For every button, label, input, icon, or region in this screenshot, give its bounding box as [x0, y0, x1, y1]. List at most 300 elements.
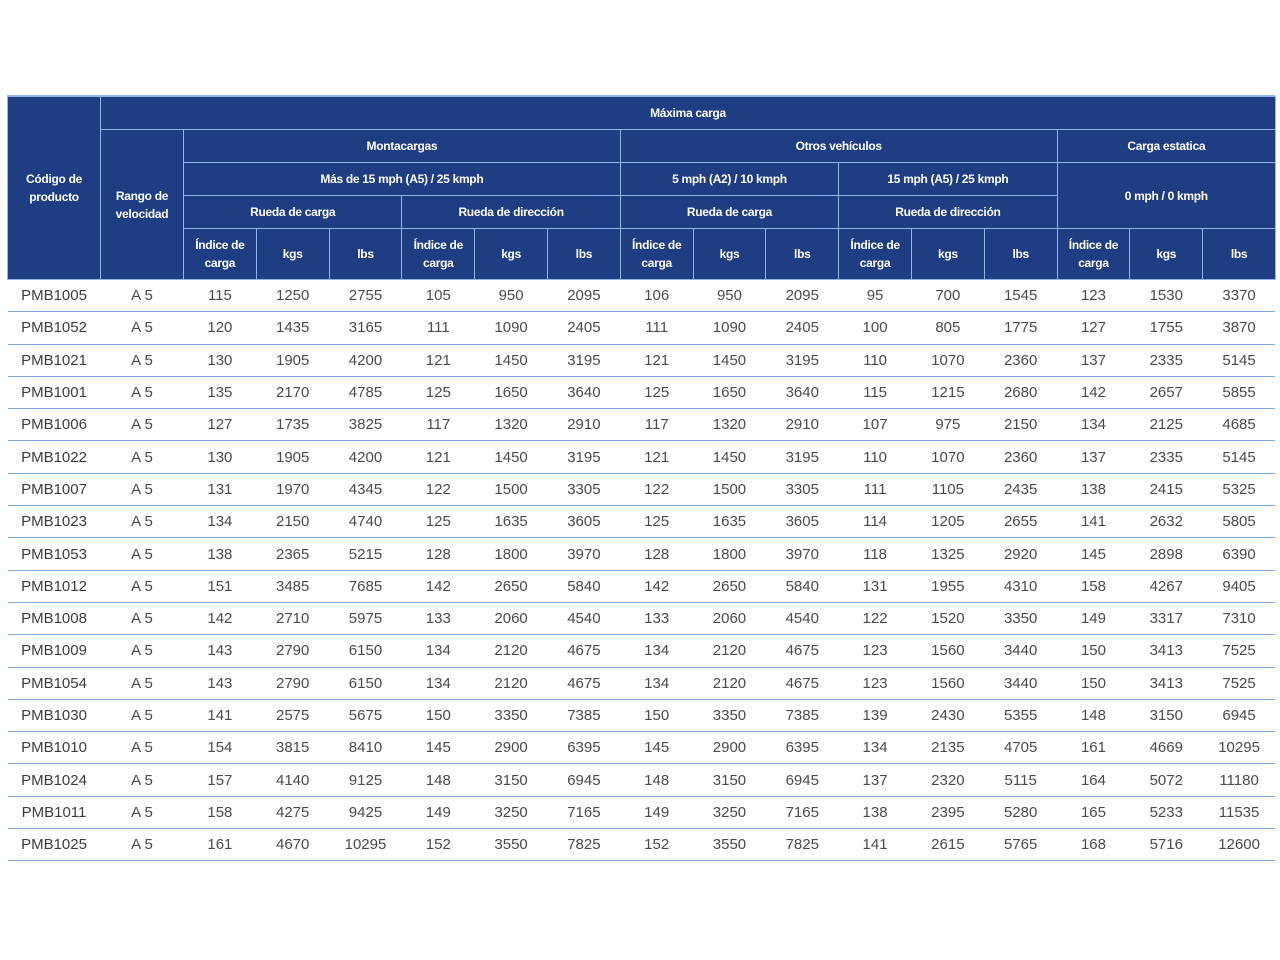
table-cell: 2150	[256, 506, 329, 538]
header-rueda-carga-1: Rueda de carga	[184, 196, 402, 229]
product-code-cell: PMB1021	[8, 344, 101, 376]
speed-range-cell: A 5	[101, 602, 184, 634]
table-cell: 2900	[693, 732, 766, 764]
table-cell: 4200	[329, 344, 402, 376]
product-code-cell: PMB1054	[8, 667, 101, 699]
table-cell: 7825	[547, 829, 620, 861]
table-cell: 152	[402, 829, 475, 861]
table-cell: 122	[620, 473, 693, 505]
table-cell: 131	[184, 473, 257, 505]
table-cell: 1970	[256, 473, 329, 505]
table-cell: 114	[839, 506, 912, 538]
table-cell: 7525	[1203, 635, 1276, 667]
table-cell: 4200	[329, 441, 402, 473]
table-cell: 2657	[1130, 376, 1203, 408]
table-cell: 9405	[1203, 570, 1276, 602]
header-indice-3: Índice de carga	[620, 229, 693, 280]
table-cell: 6945	[1203, 699, 1276, 731]
table-cell: 2790	[256, 667, 329, 699]
table-cell: 1905	[256, 441, 329, 473]
table-cell: 6395	[547, 732, 620, 764]
table-cell: 105	[402, 280, 475, 312]
header-kgs-5: kgs	[1130, 229, 1203, 280]
table-cell: 150	[1057, 635, 1130, 667]
table-cell: 4540	[766, 602, 839, 634]
load-capacity-table	[7, 96, 1276, 861]
table-cell: 1450	[693, 441, 766, 473]
table-cell: 4675	[766, 667, 839, 699]
table-cell: 1775	[984, 312, 1057, 344]
header-carga-estatica: Carga estatica	[1057, 130, 1275, 163]
table-cell: 10295	[329, 829, 402, 861]
table-row	[8, 829, 1276, 861]
table-cell: 2755	[329, 280, 402, 312]
table-cell: 128	[402, 538, 475, 570]
table-cell: 127	[1057, 312, 1130, 344]
table-cell: 3250	[475, 796, 548, 828]
table-cell: 2650	[475, 570, 548, 602]
table-cell: 2900	[475, 732, 548, 764]
product-code-cell: PMB1022	[8, 441, 101, 473]
table-cell: 1650	[693, 376, 766, 408]
table-row	[8, 376, 1276, 408]
table-row	[8, 732, 1276, 764]
table-cell: 975	[911, 409, 984, 441]
table-cell: 4540	[547, 602, 620, 634]
table-cell: 2790	[256, 635, 329, 667]
speed-range-cell: A 5	[101, 764, 184, 796]
table-cell: 131	[839, 570, 912, 602]
table-cell: 5072	[1130, 764, 1203, 796]
table-cell: 7525	[1203, 667, 1276, 699]
product-code-cell: PMB1001	[8, 376, 101, 408]
header-lbs-4: lbs	[984, 229, 1057, 280]
product-code-cell: PMB1010	[8, 732, 101, 764]
table-cell: 142	[1057, 376, 1130, 408]
table-cell: 1650	[475, 376, 548, 408]
table-cell: 5840	[766, 570, 839, 602]
table-cell: 134	[1057, 409, 1130, 441]
table-cell: 3195	[766, 441, 839, 473]
header-kgs-2: kgs	[475, 229, 548, 280]
table-cell: 145	[1057, 538, 1130, 570]
product-code-cell: PMB1006	[8, 409, 101, 441]
table-cell: 168	[1057, 829, 1130, 861]
table-cell: 2060	[475, 602, 548, 634]
table-cell: 5115	[984, 764, 1057, 796]
header-otros-vehiculos: Otros vehículos	[620, 130, 1057, 163]
table-cell: 2575	[256, 699, 329, 731]
table-cell: 2680	[984, 376, 1057, 408]
speed-range-cell: A 5	[101, 570, 184, 602]
table-cell: 2095	[766, 280, 839, 312]
table-cell: 7165	[766, 796, 839, 828]
table-cell: 5765	[984, 829, 1057, 861]
table-cell: 3870	[1203, 312, 1276, 344]
header-kgs-4: kgs	[911, 229, 984, 280]
table-row	[8, 699, 1276, 731]
table-cell: 3150	[693, 764, 766, 796]
table-cell: 121	[402, 344, 475, 376]
speed-range-cell: A 5	[101, 538, 184, 570]
table-cell: 1450	[475, 441, 548, 473]
table-cell: 137	[1057, 344, 1130, 376]
table-cell: 4275	[256, 796, 329, 828]
table-header	[8, 97, 1276, 280]
table-cell: 5675	[329, 699, 402, 731]
load-table-container	[7, 96, 1275, 861]
table-cell: 3305	[766, 473, 839, 505]
table-cell: 145	[402, 732, 475, 764]
table-cell: 134	[184, 506, 257, 538]
table-cell: 4675	[547, 667, 620, 699]
speed-range-cell: A 5	[101, 312, 184, 344]
table-cell: 3350	[475, 699, 548, 731]
table-cell: 141	[184, 699, 257, 731]
table-cell: 143	[184, 667, 257, 699]
table-cell: 2655	[984, 506, 1057, 538]
table-cell: 2335	[1130, 344, 1203, 376]
product-code-cell: PMB1052	[8, 312, 101, 344]
table-cell: 158	[1057, 570, 1130, 602]
header-rueda-direccion-2: Rueda de dirección	[839, 196, 1057, 229]
table-row	[8, 312, 1276, 344]
table-cell: 110	[839, 344, 912, 376]
product-code-cell: PMB1009	[8, 635, 101, 667]
table-cell: 127	[184, 409, 257, 441]
table-cell: 5975	[329, 602, 402, 634]
table-row	[8, 570, 1276, 602]
table-cell: 1090	[693, 312, 766, 344]
product-code-cell: PMB1011	[8, 796, 101, 828]
table-cell: 150	[620, 699, 693, 731]
table-cell: 149	[402, 796, 475, 828]
table-cell: 3165	[329, 312, 402, 344]
table-row	[8, 796, 1276, 828]
table-cell: 134	[402, 635, 475, 667]
table-cell: 158	[184, 796, 257, 828]
table-cell: 11180	[1203, 764, 1276, 796]
table-cell: 2435	[984, 473, 1057, 505]
table-cell: 2710	[256, 602, 329, 634]
table-cell: 6390	[1203, 538, 1276, 570]
table-cell: 107	[839, 409, 912, 441]
table-cell: 165	[1057, 796, 1130, 828]
table-cell: 3550	[475, 829, 548, 861]
table-cell: 4675	[766, 635, 839, 667]
speed-range-cell: A 5	[101, 280, 184, 312]
table-cell: 150	[402, 699, 475, 731]
product-code-cell: PMB1023	[8, 506, 101, 538]
table-cell: 5805	[1203, 506, 1276, 538]
table-row	[8, 538, 1276, 570]
header-montacargas: Montacargas	[184, 130, 621, 163]
table-cell: 5840	[547, 570, 620, 602]
table-cell: 2632	[1130, 506, 1203, 538]
table-cell: 12600	[1203, 829, 1276, 861]
table-cell: 133	[620, 602, 693, 634]
table-cell: 138	[1057, 473, 1130, 505]
speed-range-cell: A 5	[101, 441, 184, 473]
table-cell: 122	[839, 602, 912, 634]
header-15-mph: 15 mph (A5) / 25 kmph	[839, 163, 1057, 196]
table-cell: 3413	[1130, 635, 1203, 667]
table-cell: 141	[839, 829, 912, 861]
table-cell: 1500	[693, 473, 766, 505]
table-cell: 2650	[693, 570, 766, 602]
table-cell: 1500	[475, 473, 548, 505]
table-cell: 111	[402, 312, 475, 344]
table-cell: 137	[1057, 441, 1130, 473]
table-cell: 143	[184, 635, 257, 667]
table-row	[8, 602, 1276, 634]
table-cell: 1215	[911, 376, 984, 408]
table-cell: 4267	[1130, 570, 1203, 602]
table-cell: 157	[184, 764, 257, 796]
table-cell: 950	[693, 280, 766, 312]
table-cell: 117	[402, 409, 475, 441]
table-cell: 3825	[329, 409, 402, 441]
table-cell: 2415	[1130, 473, 1203, 505]
table-cell: 164	[1057, 764, 1130, 796]
table-cell: 154	[184, 732, 257, 764]
table-row	[8, 280, 1276, 312]
table-cell: 148	[402, 764, 475, 796]
table-cell: 2150	[984, 409, 1057, 441]
table-cell: 3550	[693, 829, 766, 861]
product-code-cell: PMB1053	[8, 538, 101, 570]
table-cell: 2898	[1130, 538, 1203, 570]
table-cell: 6945	[766, 764, 839, 796]
table-cell: 3250	[693, 796, 766, 828]
table-cell: 135	[184, 376, 257, 408]
table-cell: 1635	[475, 506, 548, 538]
table-cell: 3605	[547, 506, 620, 538]
speed-range-cell: A 5	[101, 796, 184, 828]
table-cell: 130	[184, 441, 257, 473]
header-indice-5: Índice de carga	[1057, 229, 1130, 280]
table-row	[8, 667, 1276, 699]
table-cell: 151	[184, 570, 257, 602]
table-cell: 3150	[1130, 699, 1203, 731]
table-cell: 125	[402, 376, 475, 408]
table-cell: 3440	[984, 667, 1057, 699]
table-cell: 2405	[766, 312, 839, 344]
table-cell: 149	[620, 796, 693, 828]
table-cell: 5855	[1203, 376, 1276, 408]
table-cell: 3640	[766, 376, 839, 408]
table-cell: 1560	[911, 635, 984, 667]
table-cell: 118	[839, 538, 912, 570]
table-cell: 10295	[1203, 732, 1276, 764]
table-cell: 3195	[547, 441, 620, 473]
table-cell: 2335	[1130, 441, 1203, 473]
table-cell: 2060	[693, 602, 766, 634]
table-cell: 137	[839, 764, 912, 796]
table-cell: 2135	[911, 732, 984, 764]
table-cell: 148	[620, 764, 693, 796]
table-cell: 2910	[766, 409, 839, 441]
table-row	[8, 764, 1276, 796]
table-cell: 1450	[475, 344, 548, 376]
table-cell: 6395	[766, 732, 839, 764]
table-cell: 3195	[547, 344, 620, 376]
speed-range-cell: A 5	[101, 635, 184, 667]
table-cell: 5233	[1130, 796, 1203, 828]
table-cell: 2920	[984, 538, 1057, 570]
table-cell: 4670	[256, 829, 329, 861]
table-cell: 4669	[1130, 732, 1203, 764]
table-cell: 1320	[693, 409, 766, 441]
table-cell: 1435	[256, 312, 329, 344]
table-cell: 1735	[256, 409, 329, 441]
header-max-load: Máxima carga	[101, 97, 1276, 130]
table-cell: 4740	[329, 506, 402, 538]
product-code-cell: PMB1008	[8, 602, 101, 634]
table-cell: 133	[402, 602, 475, 634]
header-product-code: Código de producto	[8, 97, 101, 280]
table-cell: 7385	[547, 699, 620, 731]
table-cell: 2095	[547, 280, 620, 312]
header-5-mph: 5 mph (A2) / 10 kmph	[620, 163, 838, 196]
table-cell: 1560	[911, 667, 984, 699]
table-cell: 6150	[329, 667, 402, 699]
table-cell: 4705	[984, 732, 1057, 764]
table-cell: 3350	[693, 699, 766, 731]
table-cell: 125	[402, 506, 475, 538]
table-cell: 134	[402, 667, 475, 699]
table-cell: 2615	[911, 829, 984, 861]
table-cell: 95	[839, 280, 912, 312]
speed-range-cell: A 5	[101, 473, 184, 505]
table-cell: 145	[620, 732, 693, 764]
table-cell: 125	[620, 506, 693, 538]
table-cell: 1070	[911, 344, 984, 376]
table-cell: 120	[184, 312, 257, 344]
table-cell: 5716	[1130, 829, 1203, 861]
speed-range-cell: A 5	[101, 409, 184, 441]
table-cell: 2120	[693, 667, 766, 699]
header-lbs-2: lbs	[547, 229, 620, 280]
table-cell: 3370	[1203, 280, 1276, 312]
header-kgs-3: kgs	[693, 229, 766, 280]
table-cell: 4140	[256, 764, 329, 796]
table-row	[8, 473, 1276, 505]
table-cell: 2120	[475, 667, 548, 699]
table-cell: 128	[620, 538, 693, 570]
table-cell: 3413	[1130, 667, 1203, 699]
table-cell: 2910	[547, 409, 620, 441]
table-cell: 2405	[547, 312, 620, 344]
table-cell: 3605	[766, 506, 839, 538]
table-cell: 130	[184, 344, 257, 376]
speed-range-cell: A 5	[101, 667, 184, 699]
table-cell: 161	[1057, 732, 1130, 764]
table-cell: 2170	[256, 376, 329, 408]
table-cell: 138	[184, 538, 257, 570]
table-cell: 3317	[1130, 602, 1203, 634]
table-cell: 121	[620, 344, 693, 376]
product-code-cell: PMB1024	[8, 764, 101, 796]
table-cell: 4685	[1203, 409, 1276, 441]
header-speed-range: Rango de velocidad	[101, 130, 184, 280]
header-rueda-direccion-1: Rueda de dirección	[402, 196, 620, 229]
table-cell: 1105	[911, 473, 984, 505]
table-cell: 1320	[475, 409, 548, 441]
header-rueda-carga-2: Rueda de carga	[620, 196, 838, 229]
table-cell: 148	[1057, 699, 1130, 731]
table-cell: 100	[839, 312, 912, 344]
table-cell: 3970	[766, 538, 839, 570]
table-cell: 1325	[911, 538, 984, 570]
table-cell: 3815	[256, 732, 329, 764]
table-cell: 2360	[984, 344, 1057, 376]
table-cell: 142	[620, 570, 693, 602]
table-cell: 5145	[1203, 344, 1276, 376]
header-lbs-3: lbs	[766, 229, 839, 280]
table-cell: 1755	[1130, 312, 1203, 344]
table-cell: 121	[620, 441, 693, 473]
table-cell: 138	[839, 796, 912, 828]
table-cell: 6150	[329, 635, 402, 667]
table-cell: 1635	[693, 506, 766, 538]
table-cell: 111	[839, 473, 912, 505]
table-cell: 2120	[475, 635, 548, 667]
table-cell: 125	[620, 376, 693, 408]
table-cell: 142	[402, 570, 475, 602]
table-cell: 1800	[693, 538, 766, 570]
table-cell: 5145	[1203, 441, 1276, 473]
table-cell: 8410	[329, 732, 402, 764]
table-row	[8, 635, 1276, 667]
header-kgs-1: kgs	[256, 229, 329, 280]
table-cell: 1905	[256, 344, 329, 376]
table-cell: 5325	[1203, 473, 1276, 505]
header-indice-4: Índice de carga	[839, 229, 912, 280]
table-cell: 9125	[329, 764, 402, 796]
table-cell: 134	[620, 667, 693, 699]
table-cell: 9425	[329, 796, 402, 828]
product-code-cell: PMB1007	[8, 473, 101, 505]
table-cell: 7825	[766, 829, 839, 861]
table-cell: 3195	[766, 344, 839, 376]
table-cell: 1530	[1130, 280, 1203, 312]
table-cell: 7165	[547, 796, 620, 828]
table-cell: 5355	[984, 699, 1057, 731]
table-cell: 4310	[984, 570, 1057, 602]
table-cell: 139	[839, 699, 912, 731]
table-cell: 134	[620, 635, 693, 667]
table-cell: 117	[620, 409, 693, 441]
header-lbs-5: lbs	[1203, 229, 1276, 280]
product-code-cell: PMB1012	[8, 570, 101, 602]
table-cell: 161	[184, 829, 257, 861]
speed-range-cell: A 5	[101, 506, 184, 538]
header-0-mph: 0 mph / 0 kmph	[1057, 163, 1275, 229]
table-cell: 3640	[547, 376, 620, 408]
table-cell: 5215	[329, 538, 402, 570]
header-lbs-1: lbs	[329, 229, 402, 280]
table-cell: 150	[1057, 667, 1130, 699]
table-cell: 1070	[911, 441, 984, 473]
table-row	[8, 409, 1276, 441]
table-cell: 1205	[911, 506, 984, 538]
table-cell: 106	[620, 280, 693, 312]
table-cell: 4345	[329, 473, 402, 505]
table-cell: 142	[184, 602, 257, 634]
table-cell: 121	[402, 441, 475, 473]
table-cell: 1545	[984, 280, 1057, 312]
